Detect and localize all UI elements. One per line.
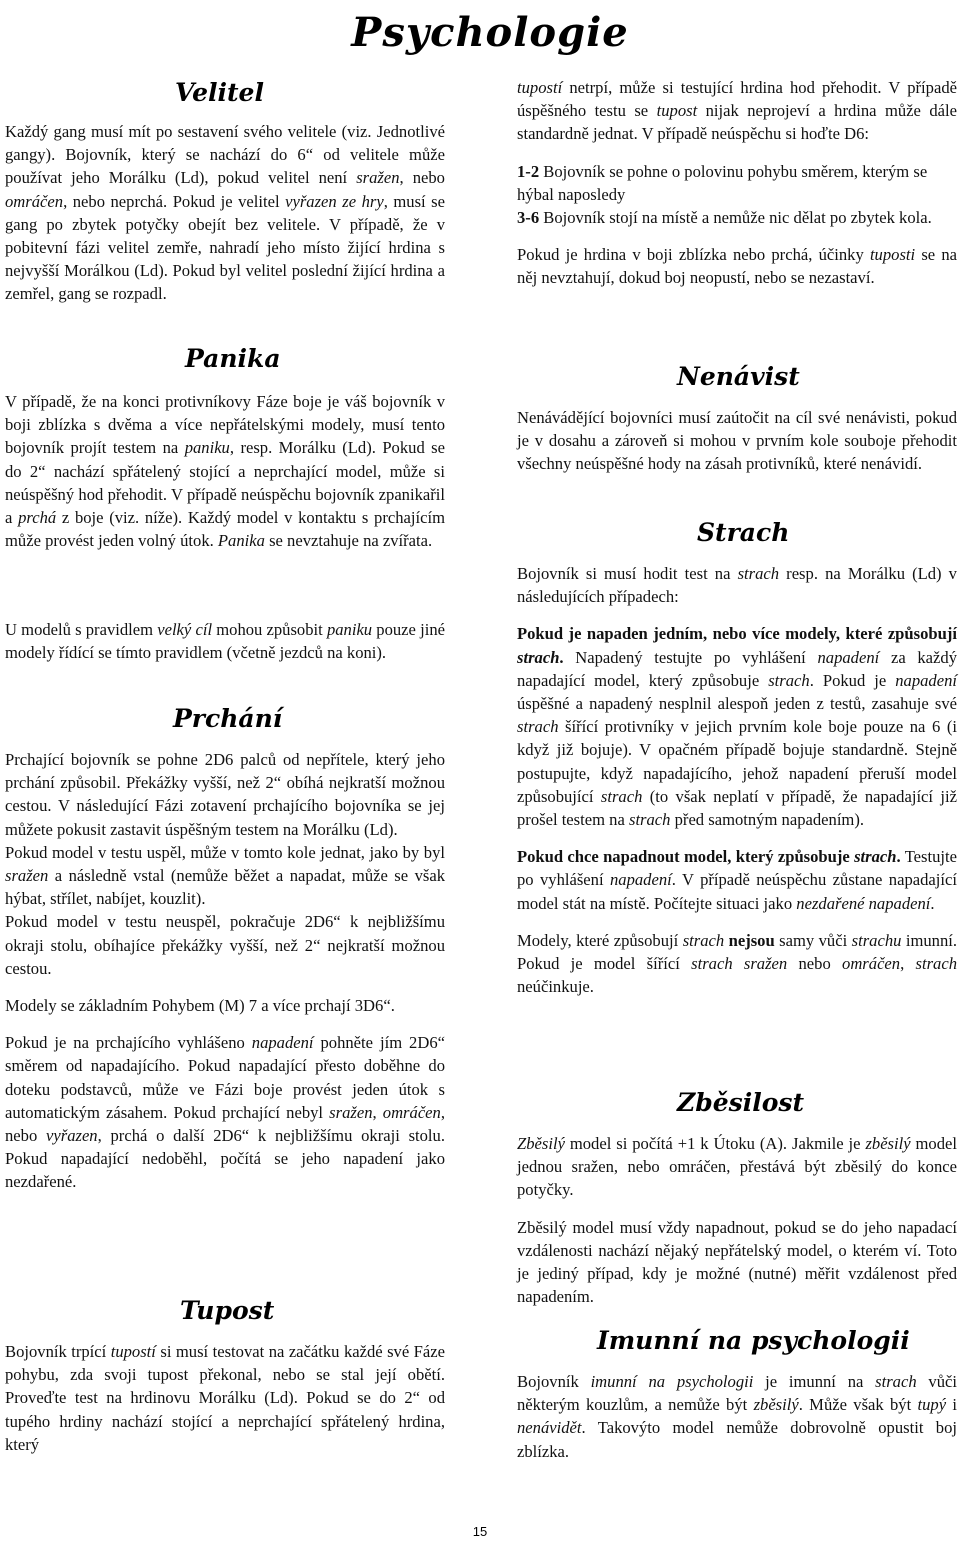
prchani-paragraph-2: Pokud model v testu uspěl, může v tomto kole jednat, jako by byl sražen a následně vstal (nemůže běžet a napadat, může se však hýbat, střílet, nabíjet, kouzlit). [5,842,445,909]
prchani-paragraph-3: Pokud model v testu neuspěl, pokračuje 2D6“ k nejbližšímu okraji stolu, obíhajíce překážky vyšší, než 2“ nejkratší možnou cestou. [5,912,445,978]
page-number: 15 [472,1524,488,1539]
heading-imunni-na-psychologii: Imunní na psychologii [597,1326,910,1355]
heading-strach: Strach [697,518,790,547]
velitel-paragraph: Každý gang musí mít po sestavení svého velitele (viz. Jednotlivé gangy). Bojovník, který se nachází do 6“ od velitele může používat jeho Morálku (Ld), pokud velitel není sražen, nebo omráčen, nebo neprchá. Pokud je velitel vyřazen ze hry, musí se gang po zbytek potyčky obejít bez velitele. V případě, že v pobitevní fázi velitel zemře, nahradí jeho místo žijící hrdina s nejvyšší Morálkou (Ld). Pokud byl velitel poslední žijící hrdina a zemřel, gang se rozpadl. [5,122,445,304]
imunni-paragraph: Bojovník imunní na psychologii je imunní na strach vůči některým kouzlům, a nemůže být zběsilý. Může však být tupý i nenávidět. Takovýto model nemůže dobrovolně opustit boj zblízka. [517,1372,957,1461]
heading-nenavist: Nenávist [677,362,800,391]
zbesilost-paragraph-2: Zběsilý model musí vždy napadnout, pokud se do jeho napadací vzdálenosti nachází nějaký nepřátelský model, o kterém ví. Toto je jediný případ, kdy je možné (nutné) měřit vzdálenost před napadením. [517,1217,957,1307]
tupost-roll-1-2: 1-2 Bojovník se pohne o polovinu pohybu směrem, kterým se hýbal naposledy [517,161,928,204]
panika-paragraph-2: U modelů s pravidlem velký cíl mohou způsobit paniku pouze jiné modely řídící se tímto pravidlem (včetně jezdců na koni). [5,620,445,663]
prchani-paragraph-4: Modely se základním Pohybem (M) 7 a více prchají 3D6“. [5,996,395,1016]
tupost-paragraph-2: Pokud je hrdina v boji zblízka nebo prchá, účinky tuposti se na něj nevztahují, dokud boj neopustí, nebo se nezastaví. [517,245,957,288]
tupost-roll-3-6: 3-6 Bojovník stojí na místě a nemůže nic dělat po zbytek kola. [517,208,932,228]
prchani-paragraph-1: Prchající bojovník se pohne 2D6 palců od nepřítele, který jeho prchání způsobil. Překážky vyšší, než 2“ obíhá nejkratší možnou cestou. V následující Fázi zotavení prchajícího bojovníka se jej můžete pokusit zastavit úspěšným testem na Morálku (Ld). [5,750,445,839]
tupost-paragraph-1: Bojovník trpící tupostí si musí testovat na začátku každé své Fáze pohybu, zda svoji tupost překonal, nebo se stal její obětí. Proveďte test na hrdinovu Morálku (Ld). Pokud se do 2“ od tupého hrdiny nachází stojící a neprchající spřátelený hrdina, který [5,1342,445,1454]
nenavist-paragraph: Nenávádějící bojovníci musí zaútočit na cíl své nenávisti, pokud je v dosahu a zároveň si mohou v prvním kole souboje přehodit všechny neúspěšné hody na zásah protivníků, které nenávidí. [517,408,957,474]
tupost-continued-paragraph: tupostí netrpí, může si testující hrdina hod přehodit. V případě úspěšného testu se tupost nijak neprojeví a hrdina může dále standardně jednat. V případě neúspěchu si hoďte D6: [517,78,957,144]
strach-paragraph-1: Bojovník si musí hodit test na strach resp. na Morálku (Ld) v následujících případech: [517,564,957,607]
prchani-paragraph-5: Pokud je na prchajícího vyhlášeno napadení pohněte jím 2D6“ směrem od napadajícího. Pokud napadající přesto doběhne do doteku podstavců, může ve Fázi boje provést jeden útok s automatickým zásahem. Pokud prchající nebyl sražen, omráčen, nebo vyřazen, prchá o další 2D6“ k nejbližšímu okraji stolu. Pokud napadající nedoběhl, počítá se jeho napadení jako nezdařené. [5,1033,446,1192]
heading-velitel: Velitel [175,78,264,107]
strach-paragraph-4: Modely, které způsobují strach nejsou samy vůči strachu imunní. Pokud je model šířící strach sražen nebo omráčen, strach neúčinkuje. [517,930,958,997]
heading-panika: Panika [185,344,281,373]
page-title: Psychologie [351,9,629,56]
zbesilost-paragraph-1: Zběsilý model si počítá +1 k Útoku (A). Jakmile je zběsilý model jednou sražen, nebo omráčen, přestává být zběsilý do konce potyčky. [517,1134,958,1200]
heading-prchani: Prchání [173,704,283,733]
heading-tupost: Tupost [180,1296,275,1325]
heading-zbesilost: Zběsilost [677,1088,805,1117]
strach-paragraph-2: Pokud je napaden jedním, nebo více modely, které způsobují strach. Napadený testujte po vyhlášení napadení za každý napadající model, který způsobuje strach. Pokud je napadení úspěšné a napadený nesplnil alespoň jeden z testů, zasahuje své strach šířící protivníky v jejich prvním kole boje pouze na 6 (i když již bojuje). V opačném případě bojuje standardně. Stejně postupujte, když napadajícího, jehož napadení přeruší model způsobující strach (to však neplatí v případě, že napadající již prošel testem na strach před samotným napadením). [517,624,958,830]
panika-paragraph-1: V případě, že na konci protivníkovy Fáze boje je váš bojovník v boji zblízka s dvěma a více nepřátelskými modely, musí tento bojovník projít testem na paniku, resp. Morálku (Ld). Pokud se do 2“ nachází spřátelený stojící a neprchající model, může si neúspěšný hod přehodit. V případě neúspěchu bojovník zpanikařil a prchá z boje (viz. níže). Každý model v kontaktu s prchajícím může provést jeden volný útok. Panika se nevztahuje na zvířata. [5,392,446,551]
strach-paragraph-3: Pokud chce napadnout model, který způsobuje strach. Testujte po vyhlášení napadení. V případě neúspěchu zůstane napadající model stát na místě. Počítejte situaci jako nezdařené napadení. [517,847,957,913]
